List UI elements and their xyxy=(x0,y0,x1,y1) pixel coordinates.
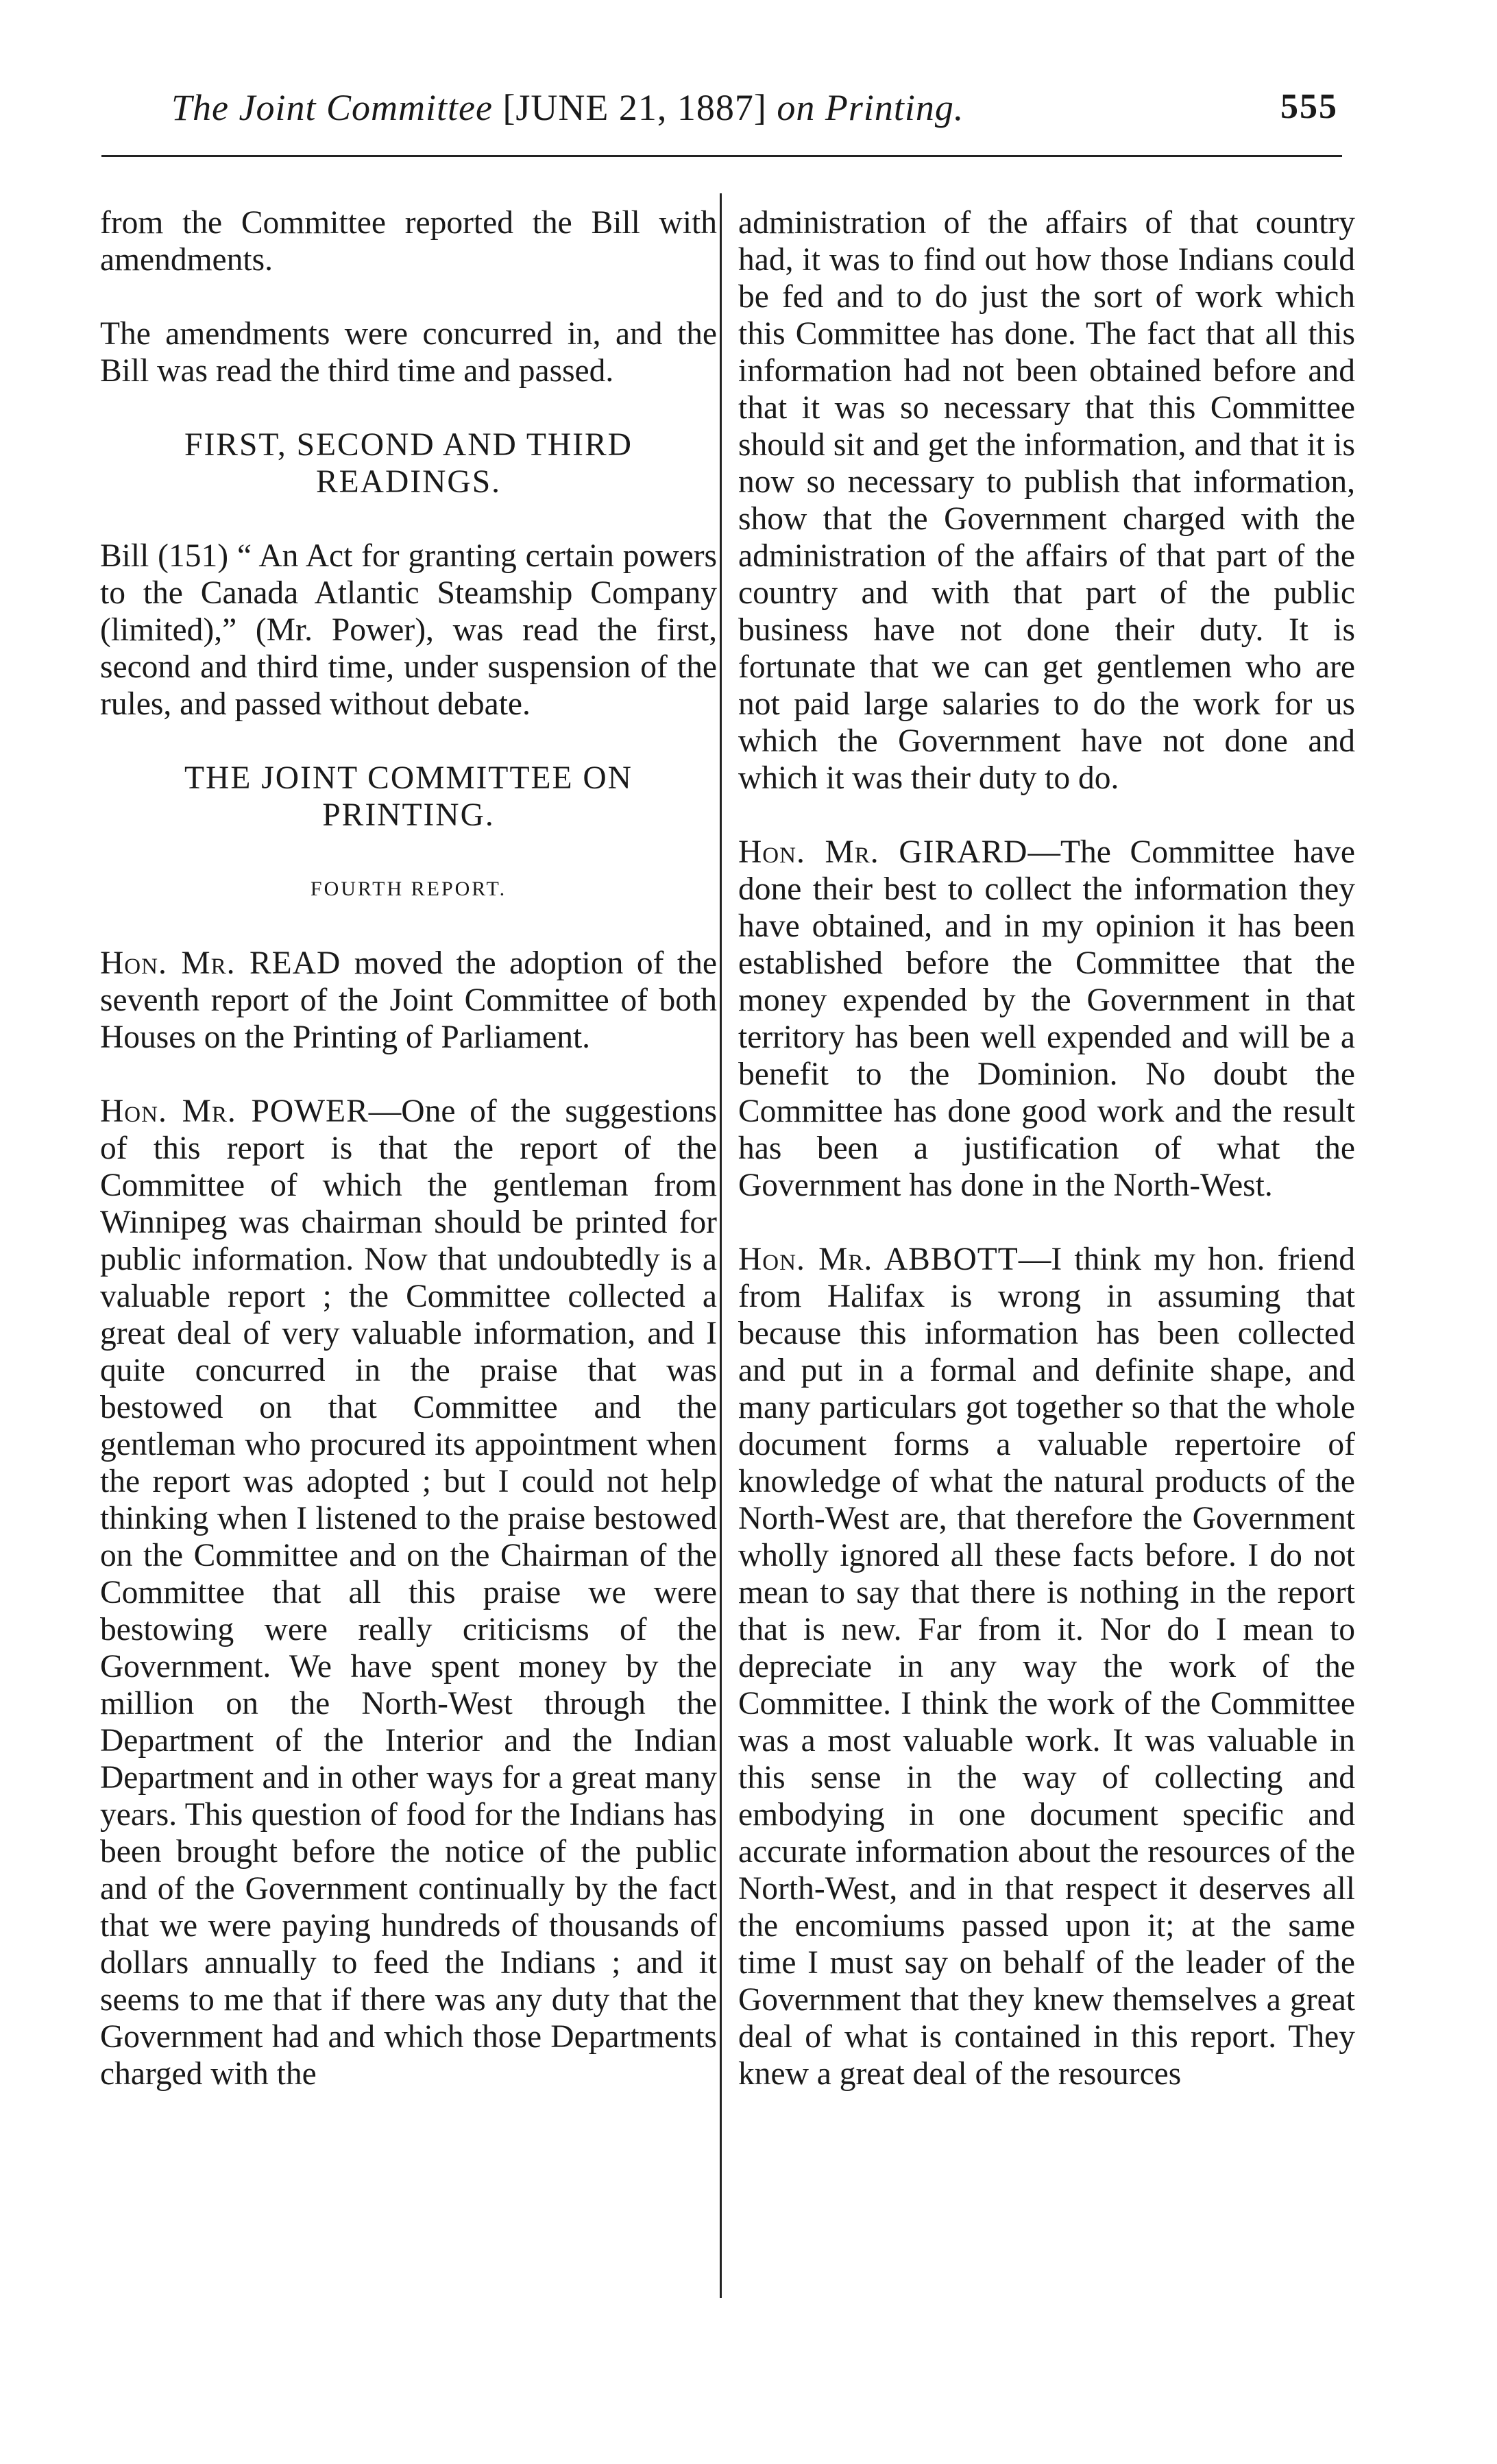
speech-text: —The Committee have done their best to collect the information they have obtained, and in my opinion it has been established before the Committee that the money expended by the Government in that territory has been well expended and will be a benefit to the Dominion. No doubt the Committee has done good work and the result has been a justification of what the Government has done in the North-West. xyxy=(738,834,1355,1203)
page-number: 555 xyxy=(1280,87,1338,126)
speaker-name: Hon. Mr. POWER xyxy=(100,1094,369,1129)
paragraph: from the Committee reported the Bill with amendments. xyxy=(100,205,717,278)
running-head xyxy=(171,86,964,129)
page-header xyxy=(0,0,1497,158)
paragraph: The amendments were concurred in, and the Bill was read the third time and passed. xyxy=(100,316,717,389)
paragraph: administration of the affairs of that country had, it was to find out how those Indians could be fed and to do just the sort of work which this Committee has done. The fact that all this information had not been obtained before and that it was so necessary that this Committee should sit and get the information, and that it is now so necessary to publish that information, show that the Government charged with the administration of the affairs of that part of the country and with that part of the public business have not done their duty. It is fortunate that we can get gentlemen who are not paid large salaries to do the work for us which the Government have not done and which it was their duty to do. xyxy=(738,205,1355,796)
section-subheading: FOURTH REPORT. xyxy=(310,878,507,900)
paragraph: Bill (151) “ An Act for granting certain powers to the Canada Atlantic Steamship Company (limited),” (Mr. Power), was read the first, second and third time, under suspension of the rules, and passed without debate. xyxy=(100,538,717,722)
header-rule xyxy=(101,155,1342,157)
speaker-name: Hon. Mr. READ xyxy=(100,945,341,981)
speaker-name: Hon. Mr. ABBOTT xyxy=(738,1242,1019,1277)
running-head-right: on Printing. xyxy=(777,87,964,128)
section-heading: THE JOINT COMMITTEE ON PRINTING. xyxy=(184,760,633,833)
speech-paragraph xyxy=(100,1093,717,2092)
speech-paragraph xyxy=(738,1241,1355,2092)
running-head-date: [JUNE 21, 1887] xyxy=(502,87,767,128)
left-column xyxy=(100,204,717,2092)
section-heading: FIRST, SECOND AND THIRD READINGS. xyxy=(184,427,633,500)
right-column xyxy=(738,204,1355,2092)
speaker-name: Hon. Mr. GIRARD xyxy=(738,834,1028,870)
speech-paragraph xyxy=(738,834,1355,1204)
speech-paragraph xyxy=(100,945,717,1056)
speech-text: —I think my hon. friend from Halifax is wrong in assuming that because this information has been collected and put in a formal and definite shape, and many particulars got together so that the whole document forms a valuable repertoire of knowledge of what the natural products of the North-West are, that therefore the Government wholly ignored all these facts before. I do not mean to say that there is nothing in the report that is new. Far from it. Nor do I mean to depreciate in any way the work of the Committee. I think the work of the Committee was a most valuable work. It was valuable in this sense in the way of collecting and embodying in one document specific and accurate information about the resources of the North-West, and in that respect it deserves all the encomiums passed upon it; at the same time I must say on behalf of the leader of the Government that they knew themselves a great deal of what is contained in this report. They knew a great deal of the resources xyxy=(738,1242,1355,2092)
speech-text: —One of the suggestions of this report is that the report of the Committee of which the gentleman from Winnipeg was chairman should be printed for public information. Now that undoubtedly is a valuable report ; the Committee collected a great deal of very valuable information, and I quite concurred in the praise that was bestowed on that Committee and the gentleman who procured its appointment when the report was adopted ; but I could not help thinking when I listened to the praise bestowed on the Committee and on the Chairman of the Committee that all this praise we were bestowing were really criticisms of the Government. We have spent money by the million on the North-West through the Department of the Interior and the Indian Department and in other ways for a great many years. This question of food for the Indians has been brought before the notice of the public and of the Government continually by the fact that we were paying hundreds of thousands of dollars annually to feed the Indians ; and it seems to me that if there was any duty that the Government had and which those Departments charged with the xyxy=(100,1094,717,2092)
speech-text: moved the adoption of the seventh report of the Joint Committee of both Houses on the Printing of Parliament. xyxy=(100,945,717,1055)
column-divider xyxy=(720,193,722,2298)
running-head-left: The Joint Committee xyxy=(171,87,493,128)
